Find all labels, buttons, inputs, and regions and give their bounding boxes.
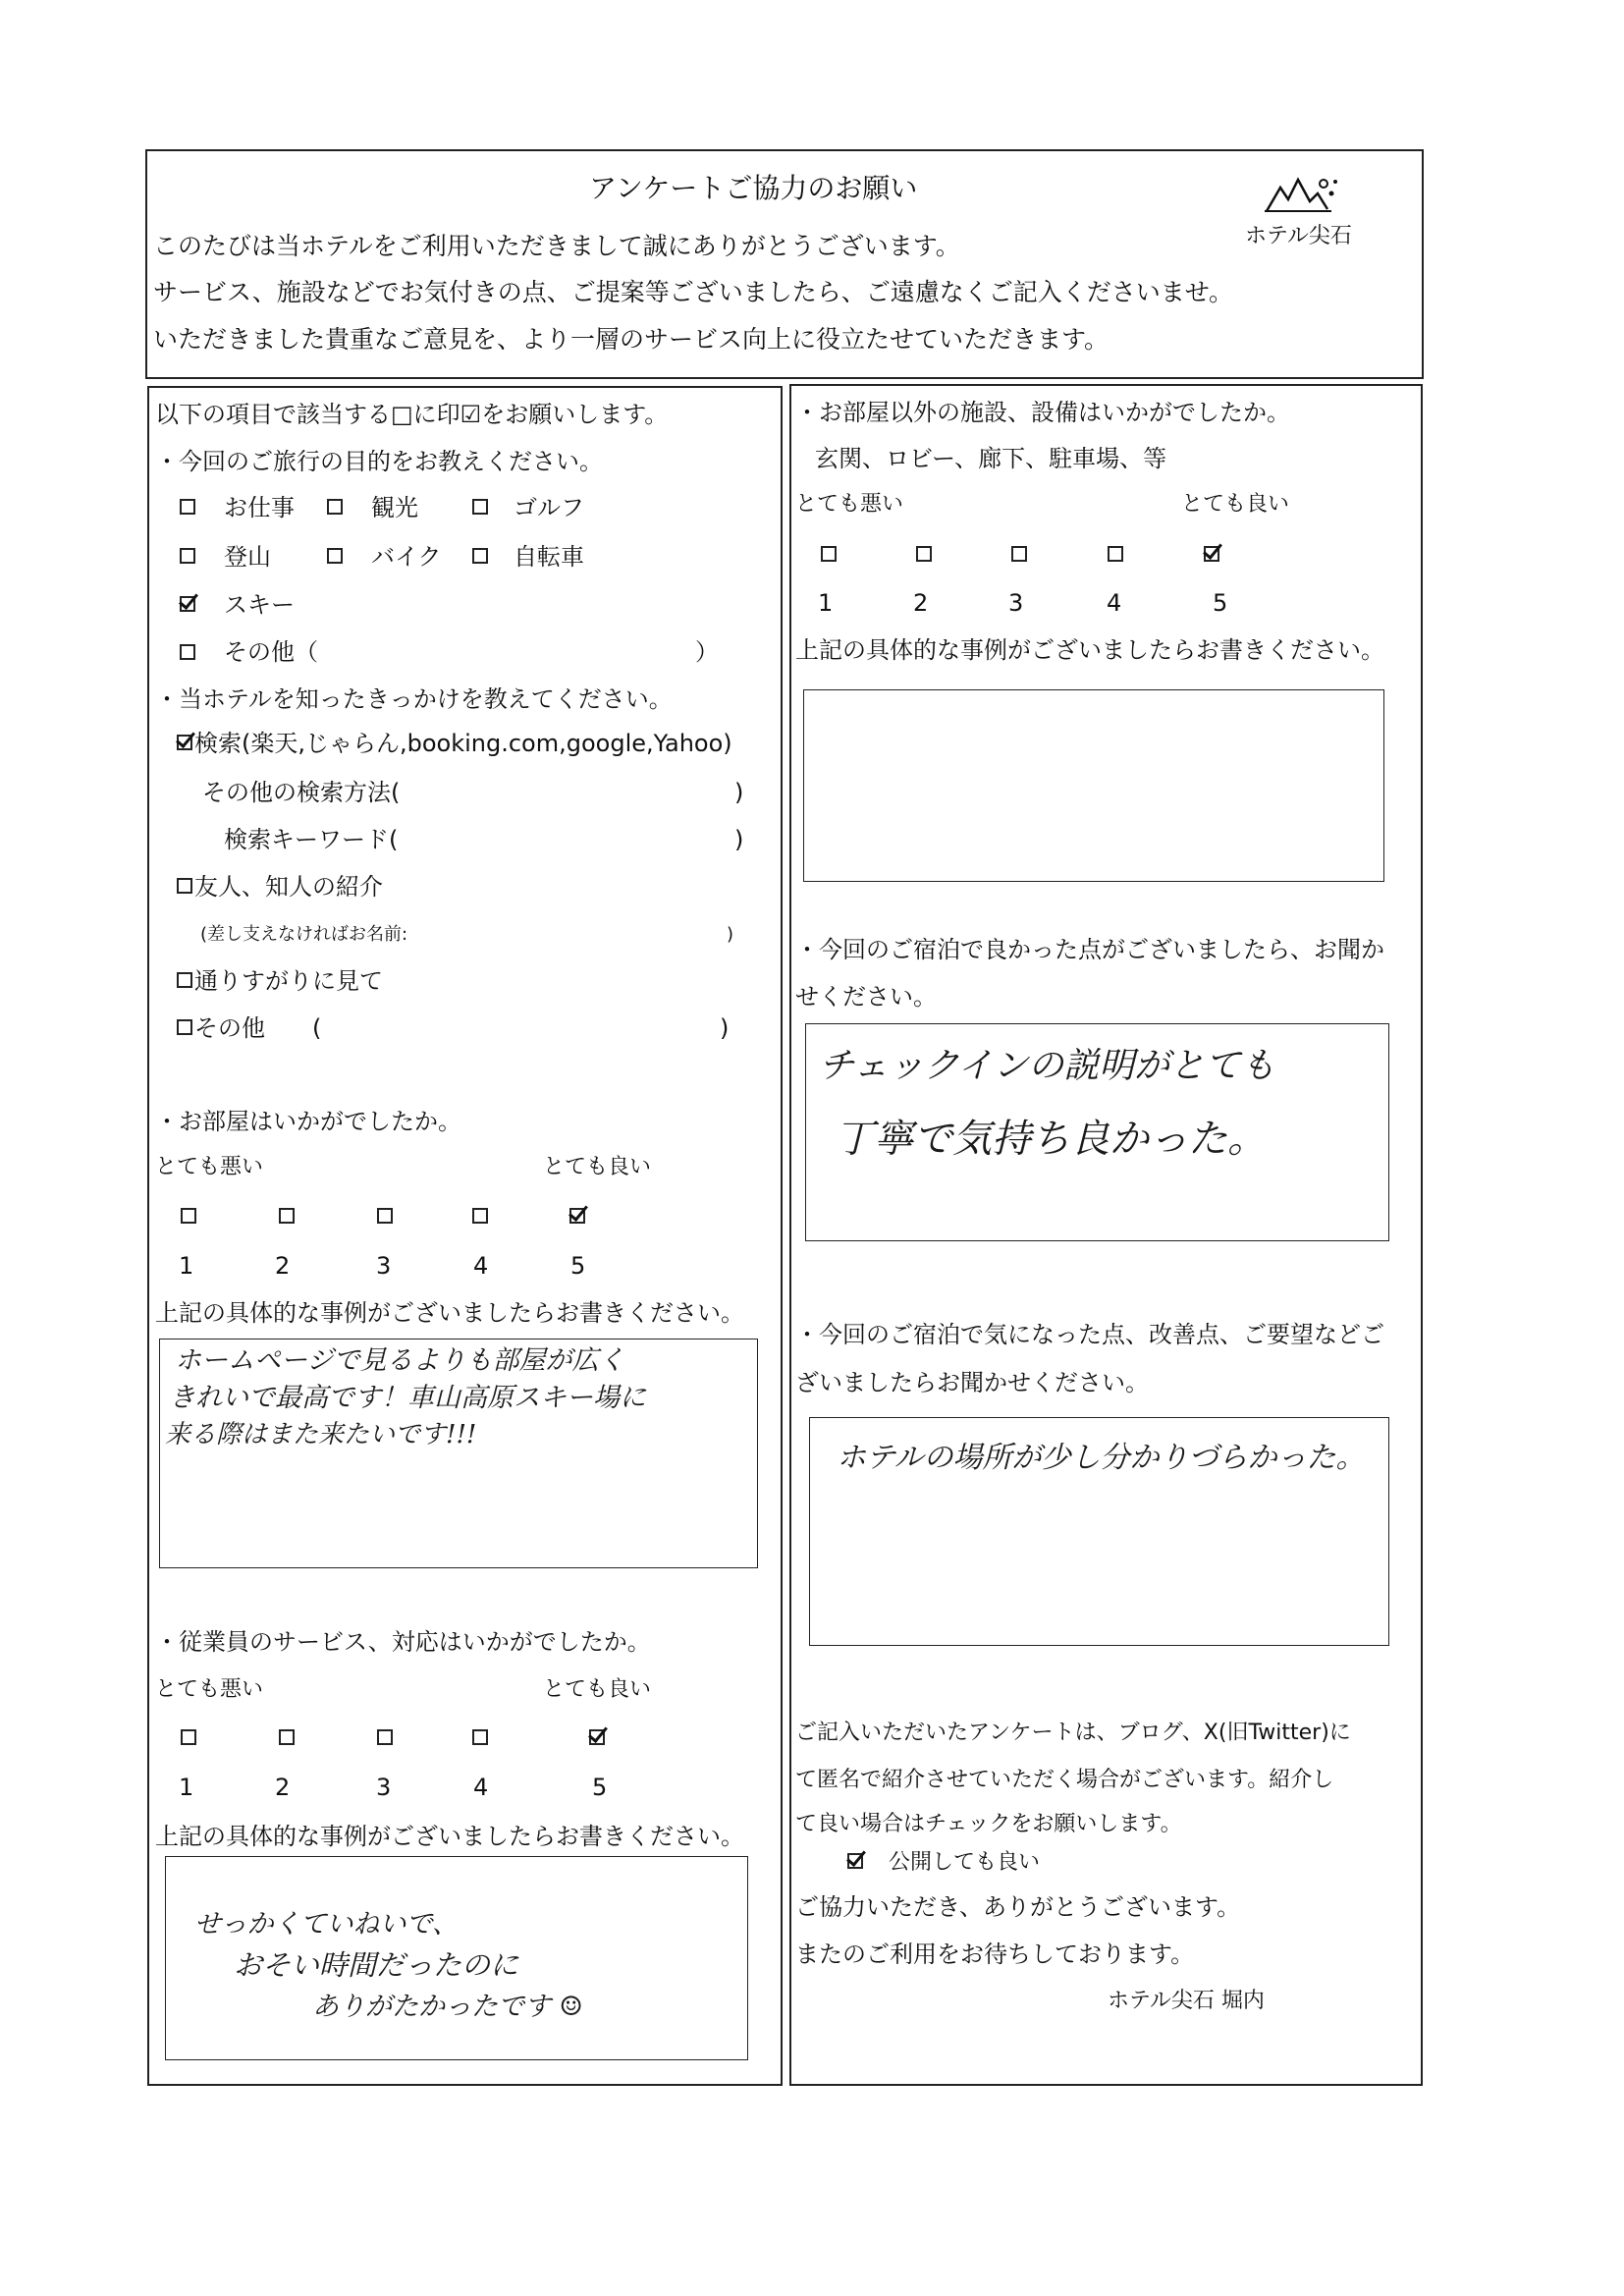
q3-detail-prompt: 上記の具体的な事例がございましたらお書きください。 (155, 1299, 744, 1327)
q7-answer-line-1: ホテルの場所が少し分かりづらかった。 (837, 1441, 1366, 1475)
q6-question-line-2: せください。 (795, 983, 937, 1011)
thanks-line-1: ご協力いただき、ありがとうございます。 (795, 1893, 1241, 1921)
q3-rating-3[interactable] (377, 1208, 393, 1224)
keyword-close-paren: ) (734, 826, 744, 853)
q5-rating-1[interactable] (821, 546, 837, 562)
publish-note-line-1: ご記入いただいたアンケートは、ブログ、X(旧Twitter)に (795, 1721, 1351, 1745)
checkbox-golf[interactable] (472, 499, 488, 515)
q3-answer-line-1: ホームページで見るよりも部屋が広く (175, 1345, 625, 1376)
option-keyword: 検索キーワード( (224, 826, 399, 853)
option-other-source: その他 (194, 1014, 265, 1042)
q6-answer-line-2: 丁寧で気持ち良かった。 (835, 1117, 1267, 1162)
other-source-close-paren: ) (720, 1014, 730, 1042)
q5-rating-5[interactable] (1204, 546, 1219, 562)
q5-scale-2: 2 (913, 589, 929, 617)
intro-line-1: このたびは当ホテルをご利用いただきまして誠にありがとうございます。 (153, 232, 960, 260)
q5-question: ・お部屋以外の施設、設備はいかがでしたか。 (795, 399, 1290, 426)
signature: ホテル尖石 堀内 (1108, 1989, 1265, 2013)
q5-answer-box[interactable] (803, 689, 1384, 882)
option-other-search: その他の検索方法( (202, 779, 401, 806)
q4-scale-5: 5 (592, 1774, 608, 1801)
q5-scale-3: 3 (1008, 589, 1024, 617)
option-motorbike: バイク (371, 543, 442, 571)
friend-name-close-paren: ) (727, 924, 734, 945)
q5-high-label: とても良い (1181, 492, 1290, 517)
option-business: お仕事 (224, 494, 295, 521)
option-sightseeing: 観光 (371, 494, 418, 521)
q4-answer-line-2: おそい時間だったのに (234, 1948, 519, 1982)
q7-question-line-2: ざいましたらお聞かせください。 (795, 1369, 1149, 1396)
q3-high-label: とても良い (543, 1155, 652, 1179)
q4-scale-4: 4 (473, 1774, 489, 1801)
q4-rating-1[interactable] (181, 1729, 196, 1745)
checkbox-motorbike[interactable] (327, 548, 343, 564)
option-other-purpose: その他（ (224, 638, 318, 666)
checkbox-friend[interactable] (177, 878, 192, 894)
q5-scale-4: 4 (1107, 589, 1122, 617)
other-search-close-paren: ) (734, 779, 744, 806)
q5-scale-1: 1 (818, 589, 834, 617)
q4-answer-line-1: せっかくていねいで、 (194, 1909, 459, 1940)
q4-high-label: とても良い (543, 1677, 652, 1702)
q6-answer-line-1: チェックインの説明がとても (819, 1046, 1276, 1086)
q4-rating-5[interactable] (589, 1729, 605, 1745)
q4-rating-2[interactable] (279, 1729, 295, 1745)
option-friend: 友人、知人の紹介 (194, 873, 383, 901)
q2-question: ・当ホテルを知ったきっかけを教えてください。 (155, 685, 673, 713)
intro-line-2: サービス、施設などでお気付きの点、ご提案等ございましたら、ご遠慮なくご記入くださいませ。 (153, 278, 1234, 306)
hotel-logo-text: ホテル尖石 (1245, 224, 1352, 248)
publish-label: 公開しても良い (889, 1850, 1041, 1875)
option-climbing: 登山 (224, 543, 271, 571)
q3-question: ・お部屋はいかがでしたか。 (155, 1108, 461, 1135)
checkbox-sightseeing[interactable] (327, 499, 343, 515)
q5-scale-5: 5 (1213, 589, 1228, 617)
q1-question: ・今回のご旅行の目的をお教えください。 (155, 448, 603, 475)
intro-line-3: いただきました貴重なご意見を、より一層のサービス向上に役立たせていただきます。 (153, 325, 1110, 354)
instruction-text: 以下の項目で該当する□に印☑をお願いします。 (155, 401, 669, 428)
q4-scale-3: 3 (376, 1774, 392, 1801)
q3-scale-3: 3 (376, 1252, 392, 1280)
option-golf: ゴルフ (514, 494, 584, 521)
q3-answer-line-3: 来る際はまた来たいです!!! (165, 1420, 477, 1449)
q3-scale-4: 4 (473, 1252, 489, 1280)
checkbox-bicycle[interactable] (472, 548, 488, 564)
q3-scale-2: 2 (275, 1252, 291, 1280)
publish-note-line-3: て良い場合はチェックをお願いします。 (795, 1812, 1182, 1836)
q5-detail-prompt: 上記の具体的な事例がございましたらお書きください。 (795, 636, 1384, 664)
option-ski: スキー (224, 591, 295, 619)
q4-rating-3[interactable] (377, 1729, 393, 1745)
checkbox-publish[interactable] (847, 1853, 863, 1869)
checkbox-passing[interactable] (177, 972, 192, 988)
option-passing: 通りすがりに見て (194, 967, 383, 995)
other-source-open-paren: ( (312, 1014, 322, 1042)
q4-detail-prompt: 上記の具体的な事例がございましたらお書きください。 (155, 1823, 744, 1850)
q3-answer-line-2: きれいで最高です！車山高原スキー場に (169, 1383, 646, 1413)
q3-rating-2[interactable] (279, 1208, 295, 1224)
q3-rating-4[interactable] (472, 1208, 488, 1224)
option-other-close-paren: ） (695, 638, 719, 666)
checkbox-ski[interactable] (180, 596, 195, 612)
q3-low-label: とても悪い (155, 1155, 264, 1179)
checkbox-business[interactable] (180, 499, 195, 515)
checkbox-climbing[interactable] (180, 548, 195, 564)
option-bicycle: 自転車 (514, 543, 584, 571)
friend-name-note: (差し支えなければお名前: (200, 924, 408, 945)
q5-rating-3[interactable] (1011, 546, 1027, 562)
q7-question-line-1: ・今回のご宿泊で気になった点、改善点、ご要望などご (795, 1321, 1384, 1348)
q4-scale-2: 2 (275, 1774, 291, 1801)
q6-question-line-1: ・今回のご宿泊で良かった点がございましたら、お聞か (795, 936, 1384, 963)
q4-scale-1: 1 (179, 1774, 194, 1801)
checkbox-other-source[interactable] (177, 1019, 192, 1035)
publish-note-line-2: て匿名で紹介させていただく場合がございます。紹介し (795, 1768, 1334, 1792)
q4-question: ・従業員のサービス、対応はいかがでしたか。 (155, 1628, 651, 1656)
checkbox-other-purpose[interactable] (180, 644, 195, 660)
q5-rating-2[interactable] (916, 546, 932, 562)
q4-low-label: とても悪い (155, 1677, 264, 1702)
q5-examples: 玄関、ロビー、廊下、駐車場、等 (815, 445, 1167, 472)
checkbox-search[interactable] (177, 735, 192, 750)
thanks-line-2: またのご利用をお待ちしております。 (795, 1941, 1195, 1968)
q5-rating-4[interactable] (1108, 546, 1123, 562)
q4-rating-4[interactable] (472, 1729, 488, 1745)
q3-scale-1: 1 (179, 1252, 194, 1280)
survey-title: アンケートご協力のお願い (589, 172, 918, 204)
q3-rating-5[interactable] (569, 1208, 585, 1224)
option-search: 検索(楽天,じゃらん,booking.com,google,Yahoo) (194, 730, 732, 757)
q4-answer-line-3: ありがたかったです ☺ (312, 1992, 583, 2022)
hotel-logo-icon (1263, 172, 1341, 215)
q3-rating-1[interactable] (181, 1208, 196, 1224)
q5-low-label: とても悪い (795, 492, 904, 517)
q3-scale-5: 5 (570, 1252, 586, 1280)
